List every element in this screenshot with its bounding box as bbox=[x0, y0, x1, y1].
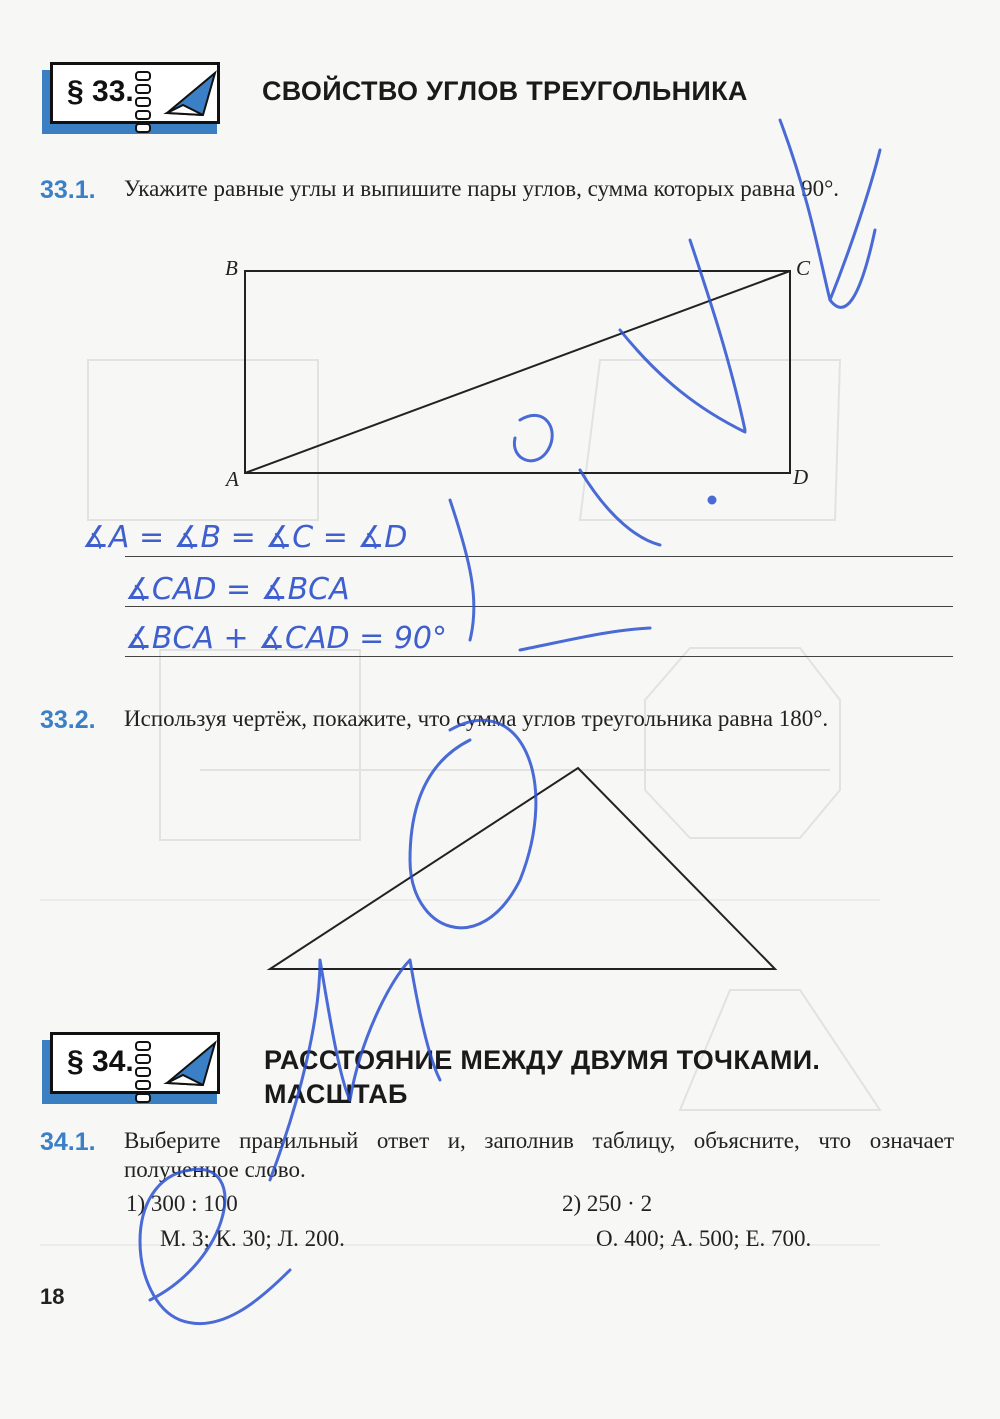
point-label-c: C bbox=[796, 256, 811, 280]
handwritten-answer-2: ∡CAD = ∡BCA bbox=[125, 572, 350, 607]
handwritten-answer-1: ∡A = ∡B = ∡C = ∡D bbox=[82, 520, 408, 555]
task-33-1-number: 33.1. bbox=[40, 176, 96, 204]
handwritten-answer-3: ∡BCA + ∡CAD = 90° bbox=[125, 621, 448, 656]
section-33-number: § 33. bbox=[67, 75, 134, 108]
point-label-a: A bbox=[226, 467, 239, 491]
task-33-2-number: 33.2. bbox=[40, 706, 96, 734]
task-33-2-text: Используя чертёж, покажите, что сумма углов треугольника равна 180°. bbox=[124, 706, 829, 731]
notebook-rings-icon bbox=[133, 1039, 153, 1093]
point-label-d: D bbox=[793, 465, 809, 489]
section-34-title-line-2: МАСШТАБ bbox=[264, 1079, 408, 1109]
section-34-title-line-1: РАССТОЯНИЕ МЕЖДУ ДВУМЯ ТОЧКАМИ. bbox=[264, 1045, 821, 1075]
point-label-b: B bbox=[225, 256, 238, 280]
page-number: 18 bbox=[40, 1284, 65, 1309]
question-1-options: М. 3; К. 30; Л. 200. bbox=[160, 1226, 345, 1251]
question-2-options: О. 400; А. 500; Е. 700. bbox=[596, 1226, 812, 1251]
section-33-title: СВОЙСТВО УГЛОВ ТРЕУГОЛЬНИКА bbox=[262, 76, 748, 106]
triangle bbox=[270, 768, 775, 969]
question-1: 1) 300 : 100 bbox=[126, 1191, 238, 1216]
task-34-1-text: Выберите правильный ответ и, заполнив таблицу, объясните, что означает полученное слово. bbox=[124, 1128, 954, 1182]
section-34-number: § 34. bbox=[67, 1045, 134, 1078]
task-33-1-text: Укажите равные углы и выпишите пары углов, сумма которых равна 90°. bbox=[124, 176, 840, 201]
task-34-1-number: 34.1. bbox=[40, 1128, 96, 1156]
pencil-flag-icon bbox=[163, 1039, 219, 1091]
section-34-badge bbox=[42, 1032, 217, 1096]
question-2: 2) 250 · 2 bbox=[562, 1191, 653, 1216]
